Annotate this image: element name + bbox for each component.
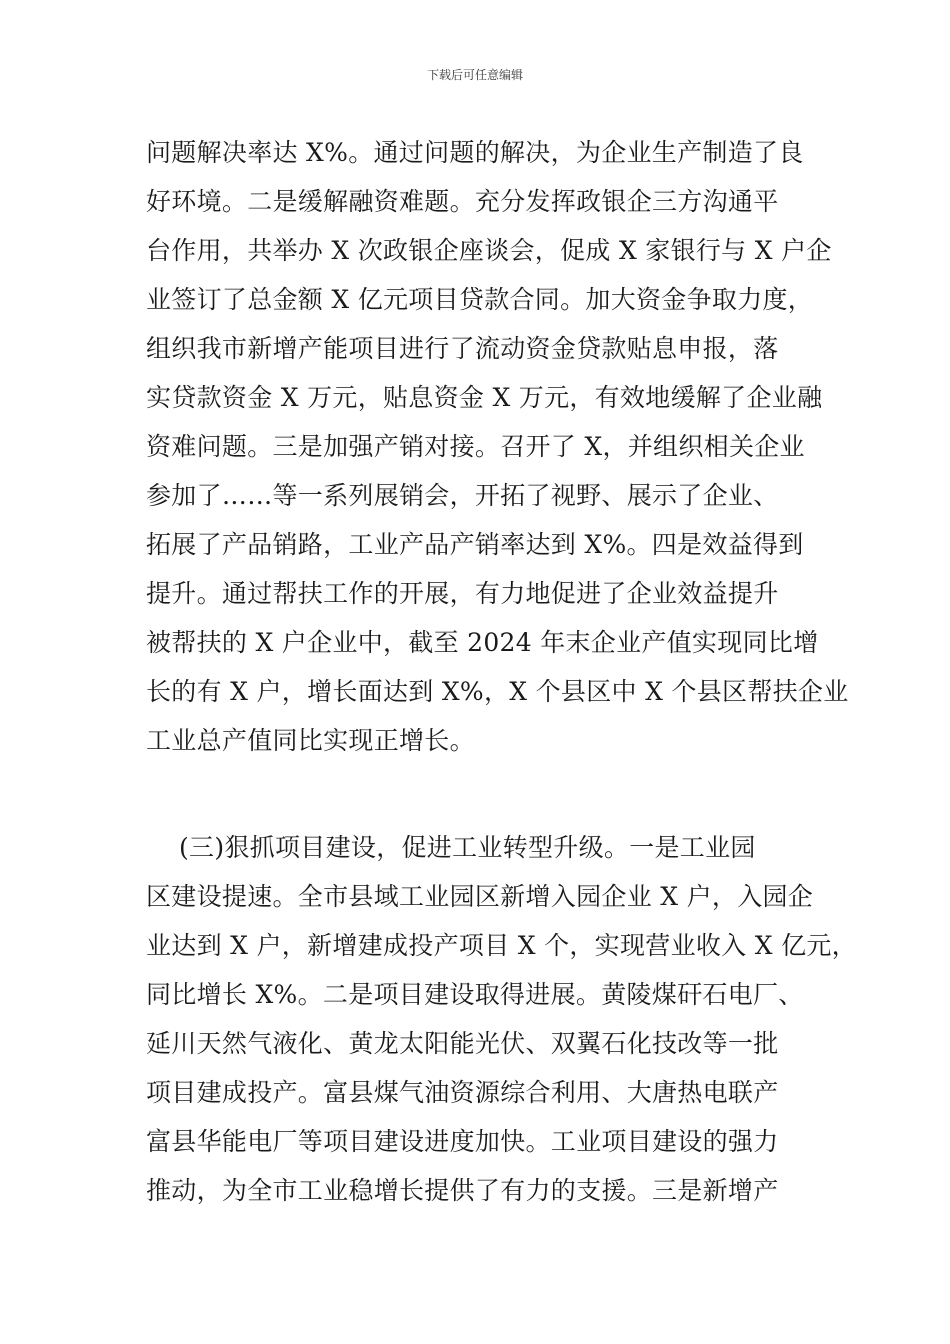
text-line: 台作用，共举办 X 次政银企座谈会，促成 X 家银行与 X 户企 — [146, 236, 832, 265]
text-line: 同比增长 X%。二是项目建设取得进展。黄陵煤矸石电厂、 — [146, 980, 804, 1009]
text-line: 拓展了产品销路，工业产品产销率达到 X%。四是效益得到 — [146, 530, 804, 559]
text-line: 业达到 X 户，新增建成投产项目 X 个，实现营业收入 X 亿元， — [146, 931, 857, 960]
text-line: (三)狠抓项目建设，促进工业转型升级。一是工业园 — [146, 833, 756, 862]
text-line: 工业总产值同比实现正增长。 — [146, 726, 475, 755]
text-line: 长的有 X 户，增长面达到 X%，X 个县区中 X 个县区帮扶企业 — [146, 677, 849, 706]
text-line: 好环境。二是缓解融资难题。充分发挥政银企三方沟通平 — [146, 187, 779, 216]
text-line: 提升。通过帮扶工作的开展，有力地促进了企业效益提升 — [146, 579, 779, 608]
text-line: 被帮扶的 X 户企业中，截至 2024 年末企业产值实现同比增 — [146, 628, 819, 657]
text-line: 实贷款资金 X 万元，贴息资金 X 万元，有效地缓解了企业融 — [146, 383, 823, 412]
text-line: 富县华能电厂等项目建设进度加快。工业项目建设的强力 — [146, 1127, 779, 1156]
page-header: 下载后可任意编辑 — [426, 68, 523, 82]
text-line: 项目建成投产。富县煤气油资源综合利用、大唐热电联产 — [146, 1078, 779, 1107]
body-paragraph-1 — [146, 128, 849, 765]
text-line: 区建设提速。全市县域工业园区新增入园企业 X 户，入园企 — [146, 882, 814, 911]
text-line: 问题解决率达 X%。通过问题的解决，为企业生产制造了良 — [146, 138, 804, 167]
text-line: 参加了……等一系列展销会，开拓了视野、展示了企业、 — [146, 481, 779, 510]
text-line: 资难问题。三是加强产销对接。召开了 X，并组织相关企业 — [146, 432, 805, 461]
text-line: 推动，为全市工业稳增长提供了有力的支援。三是新增产 — [146, 1176, 779, 1205]
body-paragraph-2 — [146, 823, 857, 1215]
text-line: 组织我市新增产能项目进行了流动资金贷款贴息申报，落 — [146, 334, 779, 363]
text-line: 业签订了总金额 X 亿元项目贷款合同。加大资金争取力度， — [146, 285, 814, 314]
text-line: 延川天然气液化、黄龙太阳能光伏、双翼石化技改等一批 — [146, 1029, 779, 1058]
